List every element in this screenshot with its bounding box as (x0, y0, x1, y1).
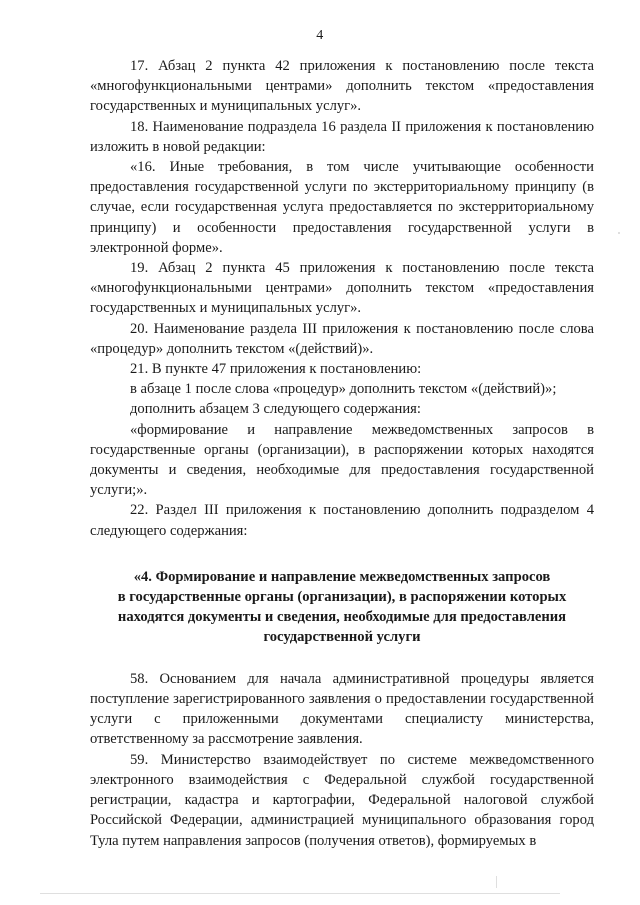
paragraph-22: 22. Раздел III приложения к постановлению дополнить подразделом 4 следующего содержания: (90, 502, 594, 539)
paragraph-21-item-1: в абзаце 1 после слова «процедур» дополнить текстом «(действий)»; (130, 381, 557, 398)
paragraph-19: 19. Абзац 2 пункта 45 приложения к постановлению после текста «многофункциональными центрами» дополнить текстом «предоставления государственных и муниципальных услуг». (90, 260, 594, 317)
paragraph-59: 59. Министерство взаимодействует по системе межведомственного электронного взаимодействия с Федеральной службой государственной регистрации, кадастра и картографии, Федеральной налоговой службой Российской Федерации, администрацией муниципального образования город Тула путем направления запросов (получения ответов), формируемых в (90, 751, 594, 849)
paragraph-58: 58. Основанием для начала административной процедуры является поступление зарегистрированного заявления о предоставлении государственной услуги с приложенными документами специалисту министерства, ответственному за рассмотрение заявления. (90, 670, 594, 748)
document-body (90, 56, 594, 851)
section-heading-line: находятся документы и сведения, необходимые для предоставления (117, 608, 567, 625)
paragraph-21-quote: «формирование и направление межведомственных запросов в государственные органы (организации), в распоряжении которых находятся документы и сведения, необходимые для предоставления государственной услуги;». (90, 421, 594, 499)
paragraph-17: 17. Абзац 2 пункта 42 приложения к постановлению после текста «многофункциональными центрами» дополнить текстом «предоставления государственных и муниципальных услуг». (90, 58, 594, 115)
paragraph-18: 18. Наименование подраздела 16 раздела II приложения к постановлению изложить в новой редакции: (90, 118, 594, 155)
paragraph-18-new-title: «16. Иные требования, в том числе учитывающие особенности предоставления государственной услуги по экстерриториальному принципу (в случае, если государственная услуга предоставляется по экстерриториальному принципу) и особенности предоставления государственной услуги в электронной форме». (90, 159, 594, 256)
section-heading-line: «4. Формирование и направление межведомственных запросов (133, 568, 551, 585)
paragraph-20: 20. Наименование раздела III приложения к постановлению после слова «процедур» дополнить текстом «(действий)». (90, 320, 594, 357)
scan-artifact-dot (618, 232, 620, 234)
section-heading (90, 567, 594, 647)
section-heading-line: государственной услуги (263, 628, 421, 645)
paragraph-21: 21. В пункте 47 приложения к постановлению: (130, 361, 422, 378)
scan-artifact-dot (496, 876, 497, 888)
paragraph-21-item-2: дополнить абзацем 3 следующего содержания: (130, 401, 421, 418)
page-number: 4 (316, 28, 324, 43)
scan-artifact-line (40, 893, 560, 894)
section-heading-line: в государственные органы (организации), в распоряжении которых (117, 588, 567, 605)
